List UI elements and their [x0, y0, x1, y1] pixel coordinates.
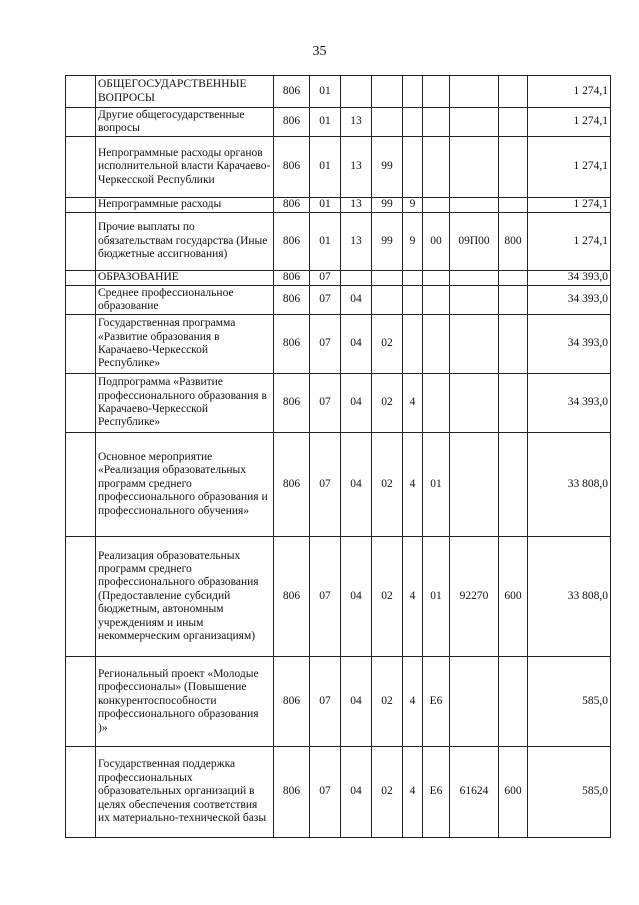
amount-cell: 1 274,1: [528, 76, 611, 108]
direction-code-cell: [450, 108, 499, 137]
subsection-code-cell: 13: [341, 198, 372, 213]
subprogram-code-cell: [403, 108, 423, 137]
subsection-code-cell: [341, 76, 372, 108]
ved-code-cell: 806: [274, 137, 310, 198]
expense-type-cell: [499, 315, 528, 374]
program-code-cell: 02: [372, 657, 403, 747]
expense-type-cell: [499, 374, 528, 433]
direction-code-cell: 92270: [450, 537, 499, 657]
section-code-cell: 07: [310, 433, 341, 537]
name-cell: Государственная программа «Развитие образования в Карачаево-Черкесской Республике»: [96, 315, 274, 374]
section-code-cell: 07: [310, 271, 341, 286]
subsection-code-cell: 04: [341, 315, 372, 374]
expense-type-cell: [499, 286, 528, 315]
ved-code-cell: 806: [274, 76, 310, 108]
blank-cell: [66, 747, 96, 838]
amount-cell: 34 393,0: [528, 271, 611, 286]
name-cell: Подпрограмма «Развитие профессионального образования в Карачаево-Черкесской Республике»: [96, 374, 274, 433]
event-code-cell: 01: [423, 433, 450, 537]
name-cell: Реализация образовательных программ среднего профессионального образования (Предоставление субсидий бюджетным, автономным учреждениям и иным некоммерческим организациям): [96, 537, 274, 657]
event-code-cell: [423, 137, 450, 198]
amount-cell: 1 274,1: [528, 137, 611, 198]
expense-type-cell: [499, 657, 528, 747]
subsection-code-cell: 04: [341, 657, 372, 747]
direction-code-cell: [450, 198, 499, 213]
blank-cell: [66, 286, 96, 315]
section-code-cell: 07: [310, 537, 341, 657]
subsection-code-cell: 04: [341, 747, 372, 838]
blank-cell: [66, 374, 96, 433]
ved-code-cell: 806: [274, 315, 310, 374]
subprogram-code-cell: [403, 286, 423, 315]
program-code-cell: [372, 271, 403, 286]
ved-code-cell: 806: [274, 747, 310, 838]
table-row: [66, 137, 611, 198]
ved-code-cell: 806: [274, 108, 310, 137]
name-cell: Прочие выплаты по обязательствам государства (Иные бюджетные ассигнования): [96, 213, 274, 271]
amount-cell: 34 393,0: [528, 374, 611, 433]
blank-cell: [66, 137, 96, 198]
subprogram-code-cell: 4: [403, 433, 423, 537]
subprogram-code-cell: 9: [403, 213, 423, 271]
ved-code-cell: 806: [274, 657, 310, 747]
event-code-cell: 01: [423, 537, 450, 657]
ved-code-cell: 806: [274, 271, 310, 286]
subsection-code-cell: 04: [341, 374, 372, 433]
direction-code-cell: [450, 657, 499, 747]
subprogram-code-cell: 4: [403, 374, 423, 433]
table-row: [66, 108, 611, 137]
expense-type-cell: [499, 76, 528, 108]
blank-cell: [66, 315, 96, 374]
program-code-cell: 99: [372, 198, 403, 213]
name-cell: Региональный проект «Молодые профессионалы» (Повышение конкурентоспособности профессионального образования )»: [96, 657, 274, 747]
table-row: [66, 537, 611, 657]
event-code-cell: Е6: [423, 747, 450, 838]
section-code-cell: 07: [310, 374, 341, 433]
amount-cell: 33 808,0: [528, 537, 611, 657]
name-cell: ОБРАЗОВАНИЕ: [96, 271, 274, 286]
blank-cell: [66, 657, 96, 747]
subprogram-code-cell: [403, 137, 423, 198]
amount-cell: 585,0: [528, 657, 611, 747]
subsection-code-cell: 13: [341, 108, 372, 137]
event-code-cell: [423, 286, 450, 315]
table-row: [66, 315, 611, 374]
table-body: [66, 76, 611, 838]
blank-cell: [66, 537, 96, 657]
section-code-cell: 01: [310, 137, 341, 198]
amount-cell: 1 274,1: [528, 198, 611, 213]
table-row: [66, 286, 611, 315]
event-code-cell: [423, 374, 450, 433]
section-code-cell: 07: [310, 315, 341, 374]
event-code-cell: [423, 76, 450, 108]
direction-code-cell: [450, 271, 499, 286]
name-cell: Среднее профессиональное образование: [96, 286, 274, 315]
direction-code-cell: 09П00: [450, 213, 499, 271]
blank-cell: [66, 271, 96, 286]
event-code-cell: [423, 271, 450, 286]
expense-type-cell: [499, 433, 528, 537]
subprogram-code-cell: [403, 76, 423, 108]
table-row: [66, 76, 611, 108]
expense-type-cell: 800: [499, 213, 528, 271]
page-number: 35: [312, 44, 327, 59]
subprogram-code-cell: [403, 315, 423, 374]
table-row: [66, 213, 611, 271]
section-code-cell: 07: [310, 657, 341, 747]
subsection-code-cell: 13: [341, 137, 372, 198]
name-cell: Другие общегосударственные вопросы: [96, 108, 274, 137]
amount-cell: 33 808,0: [528, 433, 611, 537]
subprogram-code-cell: 4: [403, 657, 423, 747]
section-code-cell: 07: [310, 747, 341, 838]
table-row: [66, 747, 611, 838]
name-cell: Государственная поддержка профессиональных образовательных организаций в целях обеспечения соответствия их материально-технической базы: [96, 747, 274, 838]
expense-type-cell: 600: [499, 537, 528, 657]
name-cell: ОБЩЕГОСУДАРСТВЕННЫЕ ВОПРОСЫ: [96, 76, 274, 108]
event-code-cell: [423, 315, 450, 374]
budget-table: [65, 75, 611, 838]
subprogram-code-cell: 4: [403, 537, 423, 657]
name-cell: Непрограммные расходы органов исполнительной власти Карачаево-Черкесской Республики: [96, 137, 274, 198]
table-row: [66, 657, 611, 747]
direction-code-cell: [450, 315, 499, 374]
table-row: [66, 374, 611, 433]
amount-cell: 34 393,0: [528, 315, 611, 374]
name-cell: Непрограммные расходы: [96, 198, 274, 213]
program-code-cell: 02: [372, 747, 403, 838]
subprogram-code-cell: [403, 271, 423, 286]
amount-cell: 585,0: [528, 747, 611, 838]
subsection-code-cell: 13: [341, 213, 372, 271]
ved-code-cell: 806: [274, 374, 310, 433]
section-code-cell: 07: [310, 286, 341, 315]
ved-code-cell: 806: [274, 433, 310, 537]
program-code-cell: [372, 76, 403, 108]
blank-cell: [66, 213, 96, 271]
expense-type-cell: 600: [499, 747, 528, 838]
amount-cell: 34 393,0: [528, 286, 611, 315]
program-code-cell: 02: [372, 537, 403, 657]
program-code-cell: 99: [372, 137, 403, 198]
subsection-code-cell: 04: [341, 433, 372, 537]
direction-code-cell: [450, 137, 499, 198]
program-code-cell: 99: [372, 213, 403, 271]
expense-type-cell: [499, 198, 528, 213]
program-code-cell: [372, 108, 403, 137]
event-code-cell: Е6: [423, 657, 450, 747]
direction-code-cell: [450, 76, 499, 108]
blank-cell: [66, 198, 96, 213]
direction-code-cell: [450, 374, 499, 433]
subsection-code-cell: 04: [341, 537, 372, 657]
table-row: [66, 433, 611, 537]
direction-code-cell: [450, 286, 499, 315]
direction-code-cell: [450, 433, 499, 537]
expense-type-cell: [499, 108, 528, 137]
expense-type-cell: [499, 137, 528, 198]
section-code-cell: 01: [310, 108, 341, 137]
amount-cell: 1 274,1: [528, 213, 611, 271]
amount-cell: 1 274,1: [528, 108, 611, 137]
subsection-code-cell: [341, 271, 372, 286]
program-code-cell: [372, 286, 403, 315]
blank-cell: [66, 76, 96, 108]
name-cell: Основное мероприятие «Реализация образовательных программ среднего профессионального образования и профессионального обучения»: [96, 433, 274, 537]
program-code-cell: 02: [372, 315, 403, 374]
blank-cell: [66, 433, 96, 537]
table-row: [66, 271, 611, 286]
section-code-cell: 01: [310, 198, 341, 213]
subsection-code-cell: 04: [341, 286, 372, 315]
direction-code-cell: 61624: [450, 747, 499, 838]
ved-code-cell: 806: [274, 286, 310, 315]
event-code-cell: [423, 198, 450, 213]
program-code-cell: 02: [372, 374, 403, 433]
subprogram-code-cell: 9: [403, 198, 423, 213]
section-code-cell: 01: [310, 76, 341, 108]
ved-code-cell: 806: [274, 213, 310, 271]
table-row: [66, 198, 611, 213]
section-code-cell: 01: [310, 213, 341, 271]
program-code-cell: 02: [372, 433, 403, 537]
event-code-cell: [423, 108, 450, 137]
ved-code-cell: 806: [274, 537, 310, 657]
subprogram-code-cell: 4: [403, 747, 423, 838]
event-code-cell: 00: [423, 213, 450, 271]
blank-cell: [66, 108, 96, 137]
expense-type-cell: [499, 271, 528, 286]
ved-code-cell: 806: [274, 198, 310, 213]
